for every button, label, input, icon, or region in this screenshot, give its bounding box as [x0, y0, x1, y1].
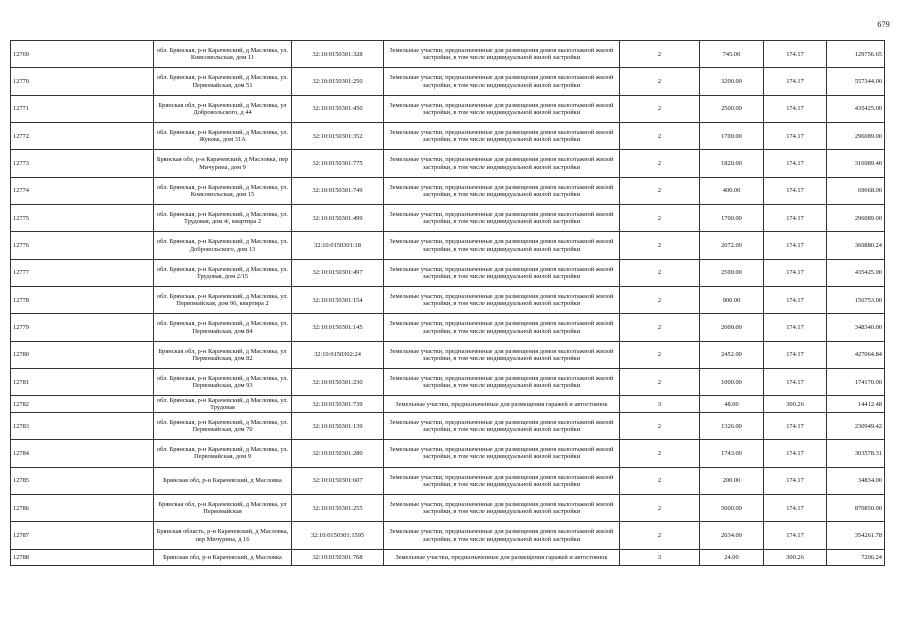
land-use-cell: Земельные участки, предназначенные для размещения домов малоэтажной жилой застройки, в том числе индивидуальной жилой застройки	[384, 68, 620, 95]
specific-value-cell: 174.17	[764, 150, 827, 177]
land-use-cell: Земельные участки, предназначенные для размещения домов малоэтажной жилой застройки, в том числе индивидуальной жилой застройки	[384, 341, 620, 368]
land-use-cell: Земельные участки, предназначенные для размещения домов малоэтажной жилой застройки, в том числе индивидуальной жилой застройки	[384, 287, 620, 314]
specific-value-cell: 174.17	[764, 369, 827, 396]
table-row	[11, 341, 885, 368]
cadastral-value-cell: 870850.00	[827, 495, 885, 522]
address-cell: обл. Брянская, р-н Карачевский, д Масловка, ул. Комсомольская, дом 11	[154, 41, 292, 68]
specific-value-cell: 174.17	[764, 467, 827, 494]
category-cell: 2	[620, 522, 700, 549]
table-row	[11, 495, 885, 522]
cadastral-value-cell: 296089.00	[827, 205, 885, 232]
cadastral-value-cell: 435425.00	[827, 259, 885, 286]
category-cell: 2	[620, 123, 700, 150]
address-cell: обл. Брянская, р-н Карачевский, д Масловка, ул. Первомайская, дом 51	[154, 68, 292, 95]
row-number-cell: 12784	[11, 440, 154, 467]
cadastral-value-cell: 174170.00	[827, 369, 885, 396]
area-cell: 1700.00	[700, 123, 764, 150]
row-number-cell: 12788	[11, 549, 154, 566]
table-row	[11, 412, 885, 439]
cadastral-number-cell: 32:10:0150301:1595	[292, 522, 384, 549]
category-cell: 2	[620, 467, 700, 494]
row-number-cell: 12777	[11, 259, 154, 286]
table-row	[11, 150, 885, 177]
specific-value-cell: 300.26	[764, 549, 827, 566]
address-cell: обл. Брянская, р-н Карачевский, д Масловка, ул. Жукова, дом 31А	[154, 123, 292, 150]
category-cell: 2	[620, 41, 700, 68]
cadastral-number-cell: 32:10:0150301:255	[292, 495, 384, 522]
table-row	[11, 232, 885, 259]
category-cell: 2	[620, 341, 700, 368]
cadastral-value-cell: 557344.00	[827, 68, 885, 95]
table-row	[11, 259, 885, 286]
row-number-cell: 12779	[11, 314, 154, 341]
cadastral-number-cell: 32:10:0150301:250	[292, 68, 384, 95]
land-use-cell: Земельные участки, предназначенные для размещения домов малоэтажной жилой застройки, в том числе индивидуальной жилой застройки	[384, 232, 620, 259]
table-row	[11, 522, 885, 549]
row-number-cell: 12787	[11, 522, 154, 549]
cadastral-value-cell: 156753.00	[827, 287, 885, 314]
cadastral-number-cell: 32:10:0150301:280	[292, 440, 384, 467]
table-row	[11, 314, 885, 341]
cadastral-value-cell: 296089.00	[827, 123, 885, 150]
area-cell: 2034.00	[700, 522, 764, 549]
address-cell: обл. Брянская, р-н Карачевский, д Масловка, ул. Трудовая	[154, 396, 292, 413]
land-use-cell: Земельные участки, предназначенные для размещения гаражей и автостоянок	[384, 549, 620, 566]
specific-value-cell: 174.17	[764, 314, 827, 341]
category-cell: 3	[620, 549, 700, 566]
cadastral-number-cell: 32:10:0150301:450	[292, 95, 384, 122]
land-use-cell: Земельные участки, предназначенные для размещения домов малоэтажной жилой застройки, в том числе индивидуальной жилой застройки	[384, 314, 620, 341]
cadastral-value-cell: 316989.40	[827, 150, 885, 177]
table-row	[11, 467, 885, 494]
cadastral-number-cell: 32:10:0150301:749	[292, 177, 384, 204]
category-cell: 2	[620, 205, 700, 232]
row-number-cell: 12775	[11, 205, 154, 232]
land-use-cell: Земельные участки, предназначенные для размещения домов малоэтажной жилой застройки, в том числе индивидуальной жилой застройки	[384, 440, 620, 467]
cadastral-value-table	[10, 40, 885, 566]
specific-value-cell: 174.17	[764, 123, 827, 150]
table-row	[11, 396, 885, 413]
area-cell: 2000.00	[700, 314, 764, 341]
address-cell: обл. Брянская, р-н Карачевский, д Масловка, ул. Трудовая, дом 2/15	[154, 259, 292, 286]
land-use-cell: Земельные участки, предназначенные для размещения домов малоэтажной жилой застройки, в том числе индивидуальной жилой застройки	[384, 95, 620, 122]
specific-value-cell: 174.17	[764, 287, 827, 314]
row-number-cell: 12774	[11, 177, 154, 204]
row-number-cell: 12772	[11, 123, 154, 150]
category-cell: 2	[620, 177, 700, 204]
table-row	[11, 41, 885, 68]
row-number-cell: 12786	[11, 495, 154, 522]
category-cell: 2	[620, 287, 700, 314]
row-number-cell: 12781	[11, 369, 154, 396]
area-cell: 5000.00	[700, 495, 764, 522]
address-cell: обл. Брянская, р-н Карачевский, д Масловка, ул. Первомайская, дом 9	[154, 440, 292, 467]
cadastral-number-cell: 32:10:0150302:24	[292, 341, 384, 368]
category-cell: 2	[620, 95, 700, 122]
cadastral-value-cell: 354261.78	[827, 522, 885, 549]
table-row	[11, 549, 885, 566]
address-cell: обл. Брянская, р-н Карачевский, д Масловка, ул. Первомайская, дом 84	[154, 314, 292, 341]
specific-value-cell: 174.17	[764, 522, 827, 549]
land-use-cell: Земельные участки, предназначенные для размещения домов малоэтажной жилой застройки, в том числе индивидуальной жилой застройки	[384, 467, 620, 494]
area-cell: 3200.00	[700, 68, 764, 95]
area-cell: 2072.00	[700, 232, 764, 259]
specific-value-cell: 174.17	[764, 412, 827, 439]
category-cell: 2	[620, 412, 700, 439]
land-use-cell: Земельные участки, предназначенные для размещения домов малоэтажной жилой застройки, в том числе индивидуальной жилой застройки	[384, 412, 620, 439]
land-use-cell: Земельные участки, предназначенные для размещения домов малоэтажной жилой застройки, в том числе индивидуальной жилой застройки	[384, 205, 620, 232]
cadastral-number-cell: 32:10:0150301:154	[292, 287, 384, 314]
specific-value-cell: 174.17	[764, 259, 827, 286]
row-number-cell: 12776	[11, 232, 154, 259]
address-cell: Брянская обл, р-н Карачевский, д Масловка	[154, 467, 292, 494]
area-cell: 48.00	[700, 396, 764, 413]
category-cell: 3	[620, 396, 700, 413]
area-cell: 745.00	[700, 41, 764, 68]
area-cell: 200.00	[700, 467, 764, 494]
cadastral-number-cell: 32:10:0150301:499	[292, 205, 384, 232]
area-cell: 2452.00	[700, 341, 764, 368]
land-use-cell: Земельные участки, предназначенные для размещения домов малоэтажной жилой застройки, в том числе индивидуальной жилой застройки	[384, 177, 620, 204]
specific-value-cell: 174.17	[764, 205, 827, 232]
cadastral-value-cell: 129756.65	[827, 41, 885, 68]
cadastral-value-cell: 303578.31	[827, 440, 885, 467]
area-cell: 1820.00	[700, 150, 764, 177]
cadastral-number-cell: 32:10:0150301:18	[292, 232, 384, 259]
land-use-cell: Земельные участки, предназначенные для размещения домов малоэтажной жилой застройки, в том числе индивидуальной жилой застройки	[384, 369, 620, 396]
table-row	[11, 177, 885, 204]
land-use-cell: Земельные участки, предназначенные для размещения домов малоэтажной жилой застройки, в том числе индивидуальной жилой застройки	[384, 123, 620, 150]
row-number-cell: 12770	[11, 68, 154, 95]
row-number-cell: 12771	[11, 95, 154, 122]
address-cell: обл. Брянская, р-н Карачевский, д Масловка, ул. Первомайская, дом 93	[154, 369, 292, 396]
specific-value-cell: 174.17	[764, 232, 827, 259]
area-cell: 2500.00	[700, 259, 764, 286]
cadastral-number-cell: 32:10:0150301:139	[292, 412, 384, 439]
area-cell: 1326.00	[700, 412, 764, 439]
address-cell: обл. Брянская, р-н Карачевский, д Масловка, ул. Комсомольская, дом 15	[154, 177, 292, 204]
table-row	[11, 369, 885, 396]
row-number-cell: 12778	[11, 287, 154, 314]
cadastral-number-cell: 32:10:0150301:145	[292, 314, 384, 341]
table-row	[11, 68, 885, 95]
address-cell: Брянская обл, р-н Карачевский, д Масловка, ул Добровольского, д 44	[154, 95, 292, 122]
cadastral-value-cell: 230949.42	[827, 412, 885, 439]
cadastral-value-cell: 348340.00	[827, 314, 885, 341]
address-cell: обл. Брянская, р-н Карачевский, д Масловка, ул. Первомайская, дом 70	[154, 412, 292, 439]
category-cell: 2	[620, 150, 700, 177]
table-row	[11, 95, 885, 122]
cadastral-value-cell: 435425.00	[827, 95, 885, 122]
category-cell: 2	[620, 369, 700, 396]
cadastral-value-cell: 427064.84	[827, 341, 885, 368]
area-cell: 400.00	[700, 177, 764, 204]
land-use-cell: Земельные участки, предназначенные для размещения домов малоэтажной жилой застройки, в том числе индивидуальной жилой застройки	[384, 495, 620, 522]
table-body	[11, 41, 885, 566]
specific-value-cell: 300.26	[764, 396, 827, 413]
category-cell: 2	[620, 232, 700, 259]
area-cell: 900.00	[700, 287, 764, 314]
area-cell: 24.00	[700, 549, 764, 566]
row-number-cell: 12773	[11, 150, 154, 177]
table-row	[11, 287, 885, 314]
row-number-cell: 12783	[11, 412, 154, 439]
specific-value-cell: 174.17	[764, 495, 827, 522]
cadastral-value-cell: 7206.24	[827, 549, 885, 566]
land-use-cell: Земельные участки, предназначенные для размещения домов малоэтажной жилой застройки, в том числе индивидуальной жилой застройки	[384, 41, 620, 68]
cadastral-number-cell: 32:10:0150301:739	[292, 396, 384, 413]
cadastral-value-cell: 360880.24	[827, 232, 885, 259]
table-row	[11, 123, 885, 150]
land-use-cell: Земельные участки, предназначенные для размещения гаражей и автостоянок	[384, 396, 620, 413]
area-cell: 2500.00	[700, 95, 764, 122]
cadastral-value-cell: 34834.00	[827, 467, 885, 494]
specific-value-cell: 174.17	[764, 341, 827, 368]
address-cell: Брянская обл, р-н Карачевский, д Масловка, ул Первомайская, дом 82	[154, 341, 292, 368]
category-cell: 2	[620, 259, 700, 286]
cadastral-number-cell: 32:10:0150301:497	[292, 259, 384, 286]
table-row	[11, 440, 885, 467]
cadastral-number-cell: 32:10:0150301:768	[292, 549, 384, 566]
table-row	[11, 205, 885, 232]
address-cell: Брянская обл, р-н Карачевский, д Масловка, пер Мичурина, дом 9	[154, 150, 292, 177]
category-cell: 2	[620, 68, 700, 95]
row-number-cell: 12780	[11, 341, 154, 368]
cadastral-number-cell: 32:10:0150301:230	[292, 369, 384, 396]
land-use-cell: Земельные участки, предназначенные для размещения домов малоэтажной жилой застройки, в том числе индивидуальной жилой застройки	[384, 522, 620, 549]
address-cell: обл. Брянская, р-н Карачевский, д Масловка, ул. Добровольского, дом 13	[154, 232, 292, 259]
area-cell: 1743.00	[700, 440, 764, 467]
area-cell: 1700.00	[700, 205, 764, 232]
address-cell: Брянская обл, р-н Карачевский, д Масловка	[154, 549, 292, 566]
specific-value-cell: 174.17	[764, 68, 827, 95]
specific-value-cell: 174.17	[764, 41, 827, 68]
address-cell: обл. Брянская, р-н Карачевский, д Масловка, ул. Трудовая, дом 4/, квартира 2	[154, 205, 292, 232]
land-use-cell: Земельные участки, предназначенные для размещения домов малоэтажной жилой застройки, в том числе индивидуальной жилой застройки	[384, 150, 620, 177]
category-cell: 2	[620, 314, 700, 341]
category-cell: 2	[620, 495, 700, 522]
land-use-cell: Земельные участки, предназначенные для размещения домов малоэтажной жилой застройки, в том числе индивидуальной жилой застройки	[384, 259, 620, 286]
area-cell: 1000.00	[700, 369, 764, 396]
address-cell: Брянская область, р-н Карачевский, д Масловка, пер Мичурина, д 16	[154, 522, 292, 549]
category-cell: 2	[620, 440, 700, 467]
specific-value-cell: 174.17	[764, 440, 827, 467]
row-number-cell: 12785	[11, 467, 154, 494]
row-number-cell: 12782	[11, 396, 154, 413]
cadastral-number-cell: 32:10:0150301:775	[292, 150, 384, 177]
page-number: 679	[877, 20, 890, 29]
specific-value-cell: 174.17	[764, 95, 827, 122]
cadastral-number-cell: 32:10:0150301:328	[292, 41, 384, 68]
cadastral-value-cell: 14412.48	[827, 396, 885, 413]
cadastral-number-cell: 32:10:0150301:607	[292, 467, 384, 494]
cadastral-number-cell: 32:10:0150301:352	[292, 123, 384, 150]
address-cell: обл. Брянская, р-н Карачевский, д Масловка, ул. Первомайская, дом 96, квартира 2	[154, 287, 292, 314]
specific-value-cell: 174.17	[764, 177, 827, 204]
row-number-cell: 12769	[11, 41, 154, 68]
cadastral-value-cell: 69668.00	[827, 177, 885, 204]
address-cell: Брянская обл, р-н Карачевский, д Масловка, ул Первомайская	[154, 495, 292, 522]
